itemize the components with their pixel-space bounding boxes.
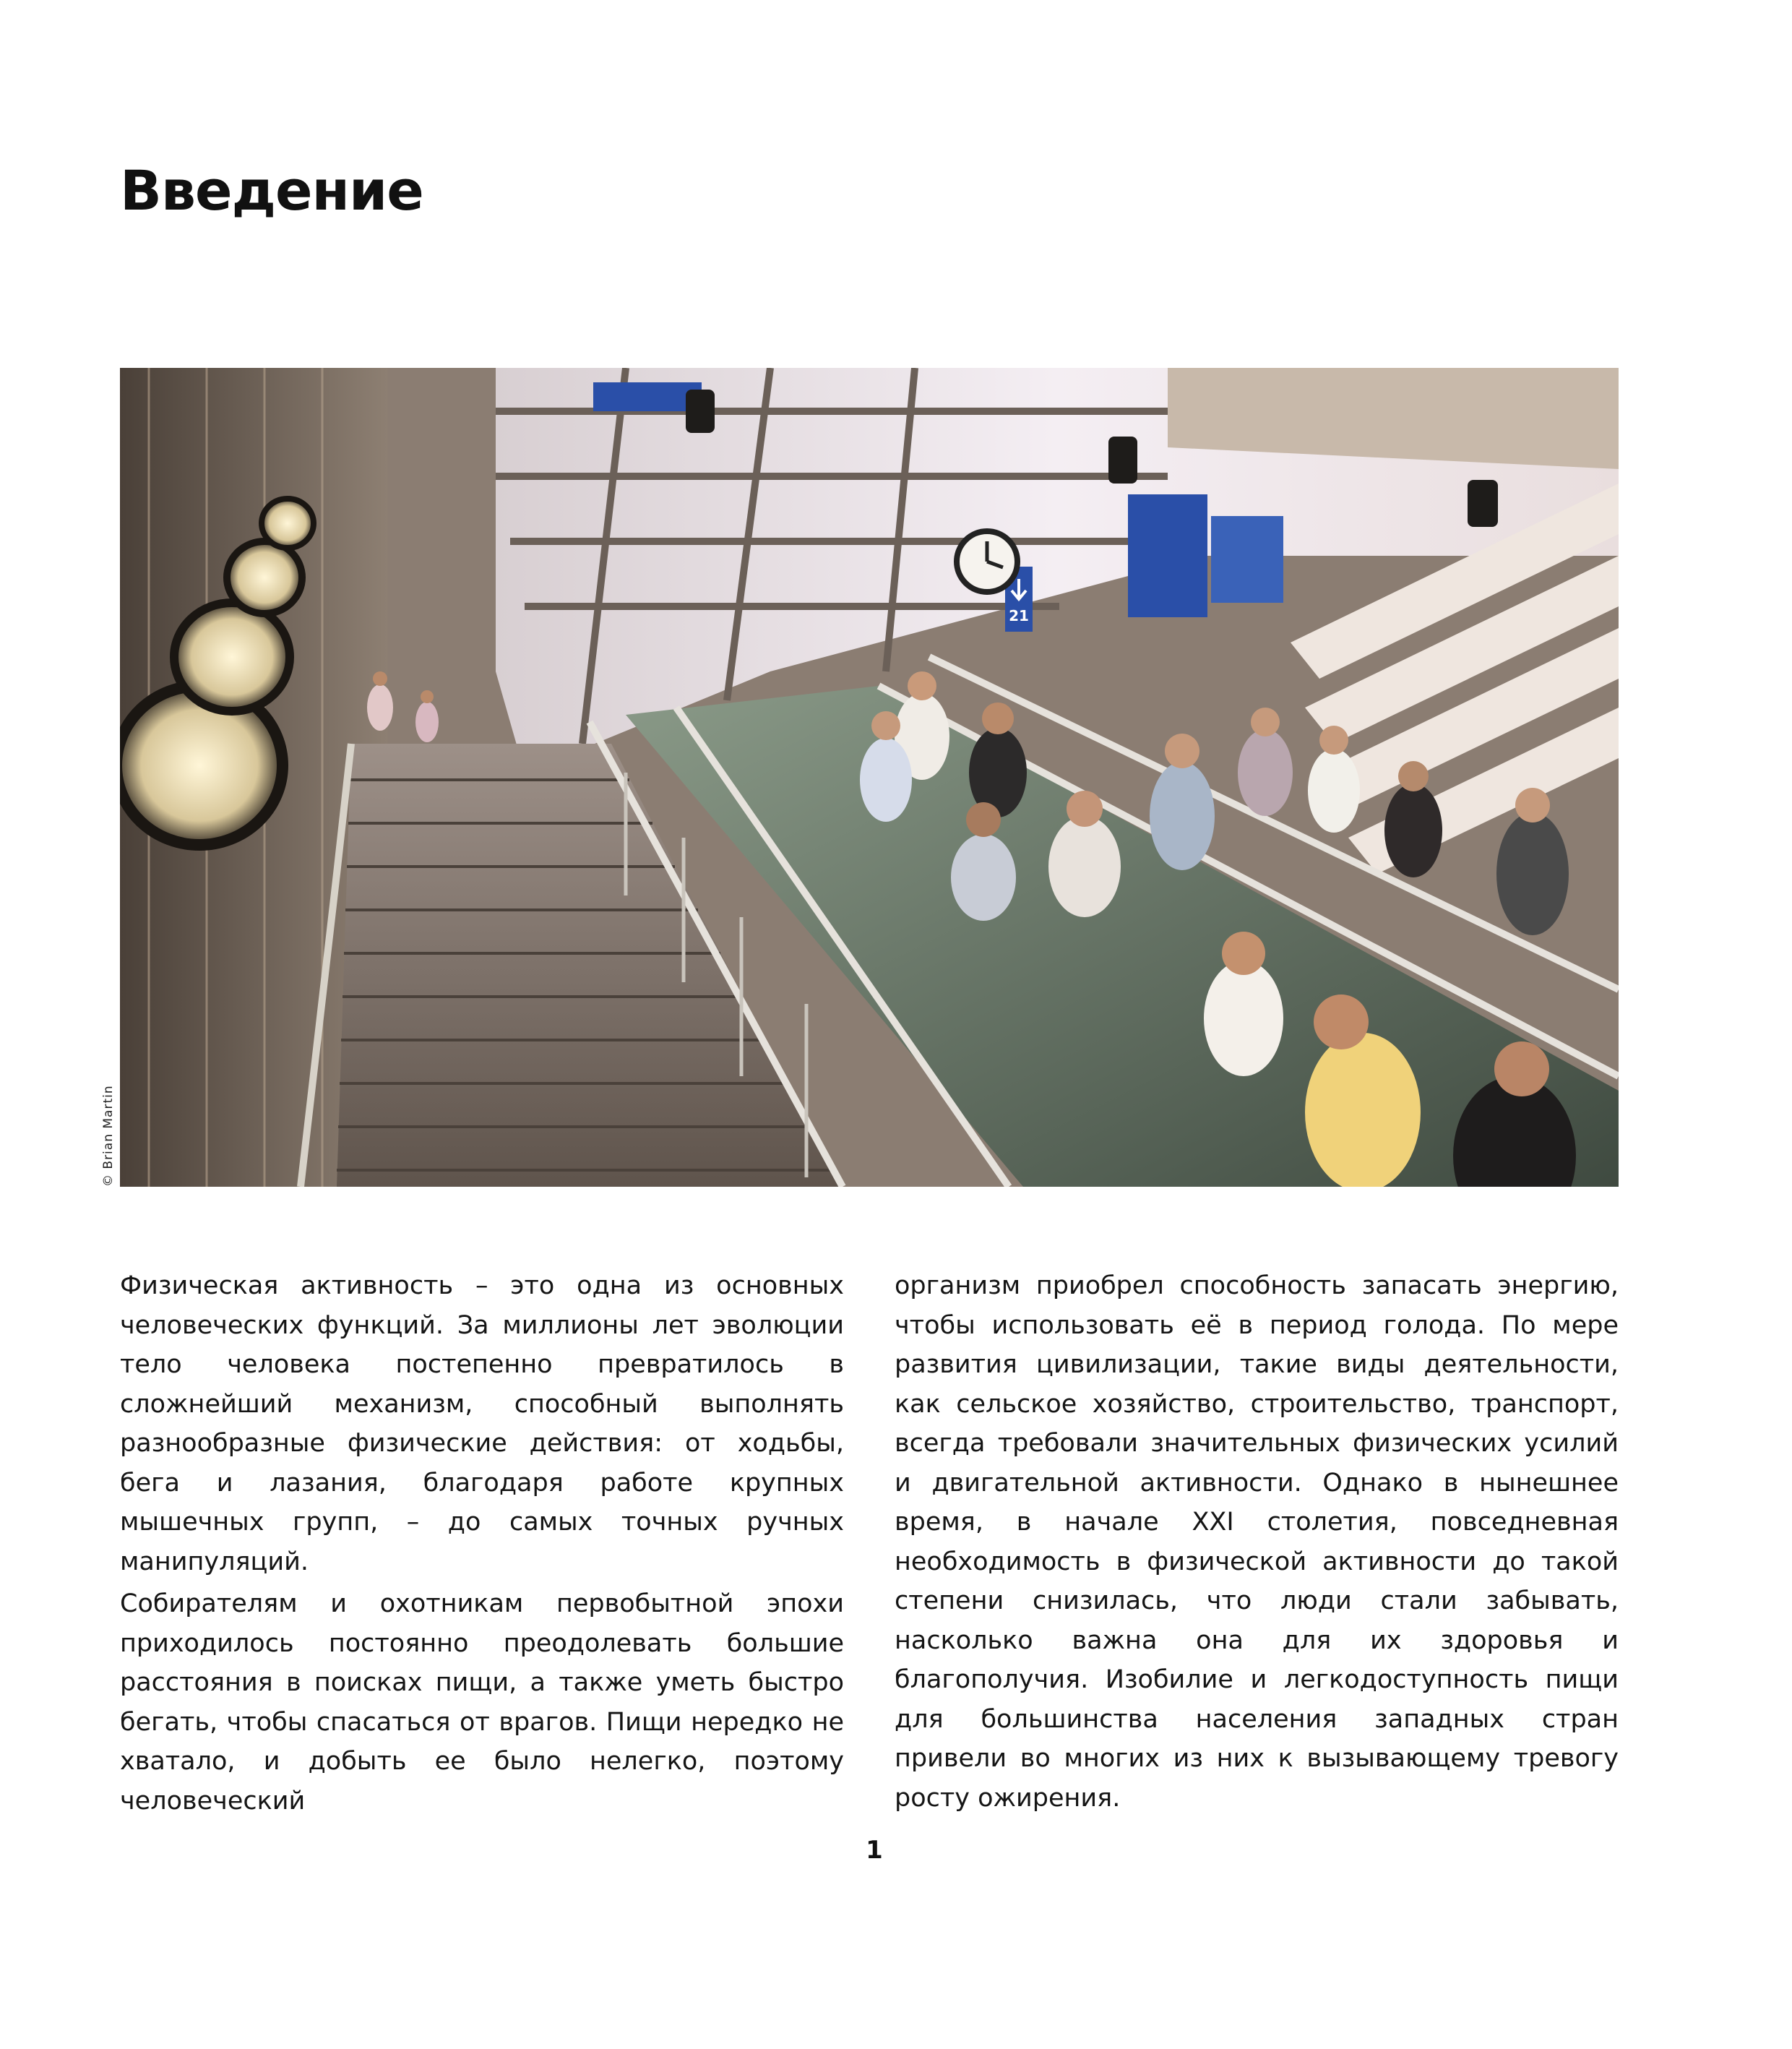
page-title: Введение xyxy=(120,158,423,223)
photo-illustration xyxy=(120,368,1619,1187)
paragraph-1: Физическая активность – это одна из основных человеческих функций. За миллионы лет эволюции тело человека постепенно превратилось в сложнейший механизм, способный выполнять разнообразные физические действия: от ходьбы, бега и лазания, благодаря работе крупных мышечных групп, – до самых точных ручных манипуляций. xyxy=(120,1271,844,1576)
ceiling-sign xyxy=(593,382,702,411)
blue-sign-large xyxy=(1128,494,1207,617)
blue-sign-small xyxy=(1211,516,1283,603)
photo-credit: © Brian Martin xyxy=(101,1085,116,1187)
station-staircase-photo xyxy=(120,368,1619,1187)
page-number: 1 xyxy=(866,1836,883,1865)
platform-sign-number: 21 xyxy=(1009,607,1029,624)
paragraph-3: организм приобрел способность запасать энергию, чтобы использовать её в период голода. По мере развития цивилизации, такие виды деятельности, как сельское хозяйство, строительство, транспорт, всегда требовали значительных физических усилий и двигательной активности. Однако в нынешнее время, в начале XXI столетия, повседневная необходимость в физической активности до такой степени снизилась, что люди стали забывать, насколько важна она для их здоровья и благополучия. Изобилие и легкодоступность пищи для большинства населения западных стран привели во многих из них к вызывающему тревогу росту ожирения. xyxy=(895,1271,1619,1813)
paragraph-2: Собирателям и охотникам первобытной эпохи приходилось постоянно преодолевать большие расстояния в поисках пищи, а также уметь быстро бегать, чтобы спасаться от врагов. Пищи нередко не хватало, и добыть ее было нелегко, поэтому человеческий xyxy=(120,1589,844,1816)
